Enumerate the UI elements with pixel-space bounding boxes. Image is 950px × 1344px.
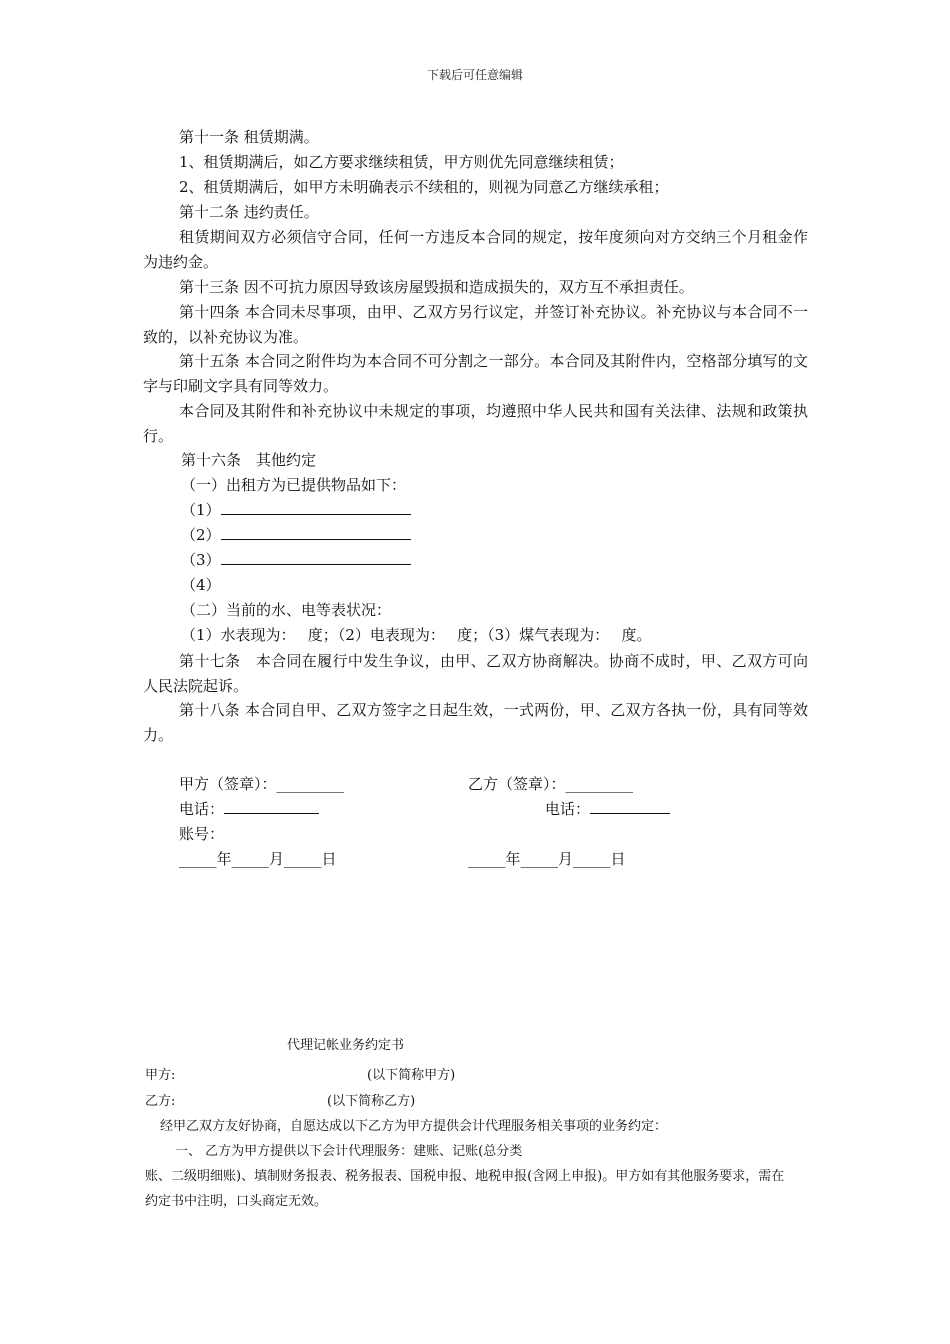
article-12-title: 第十二条 违约责任。 — [179, 203, 319, 221]
party-a-phone-row — [179, 798, 319, 820]
item-3-row — [181, 549, 411, 571]
article-11-clause-1: 1、租赁期满后，如乙方要求继续租赁，甲方则优先同意继续租赁； — [179, 153, 624, 171]
party-b-phone-label: 电话： — [545, 800, 591, 818]
article-15: 第十五条 本合同之附件均为本合同不可分割之一部分。本合同及其附件内，空格部分填写的文字与印刷文字具有同等效力。 — [143, 352, 808, 395]
agreement-title: 代理记帐业务约定书 — [287, 1038, 405, 1053]
item-3-label: （3） — [181, 551, 221, 569]
doc2-party-b-note: (以下简称乙方) — [327, 1094, 416, 1109]
doc2-party-a-note: (以下简称甲方) — [367, 1068, 456, 1083]
party-a-phone-label: 电话： — [179, 800, 225, 818]
article-12-body: 租赁期间双方必须信守合同，任何一方违反本合同的规定，按年度须向对方交纳三个月租金作为违约金。 — [143, 228, 808, 271]
party-a-date: _____年_____月_____日 — [179, 850, 337, 868]
party-b-phone-blank — [590, 799, 670, 814]
party-b-signature: 乙方（签章）：_________ — [468, 775, 634, 793]
meter-readings: （1）水表现为： 度；（2）电表现为： 度；（3）煤气表现为： 度。 — [181, 626, 652, 644]
item-3-blank — [221, 550, 411, 565]
party-a-signature: 甲方（签章）：_________ — [179, 775, 345, 793]
article-16-part-2: （二）当前的水、电等表状况： — [181, 601, 392, 619]
item-2-blank — [221, 525, 411, 540]
party-b-phone-row — [545, 798, 670, 820]
item-2-row — [181, 524, 411, 546]
article-15-supplement: 本合同及其附件和补充协议中未规定的事项，均遵照中华人民共和国有关法律、法规和政策执行。 — [143, 402, 808, 445]
doc2-item-1-line-2: 账、二级明细账)、填制财务报表、税务报表、国税申报、地税申报(含网上申报)。甲方如有其他服务要求，需在 — [145, 1169, 785, 1184]
party-a-phone-blank — [224, 799, 319, 814]
article-16-part-1: （一）出租方为已提供物品如下： — [181, 476, 407, 494]
article-14: 第十四条 本合同未尽事项，由甲、乙双方另行议定，并签订补充协议。补充协议与本合同不一致的，以补充协议为准。 — [143, 303, 808, 346]
article-16-title: 第十六条 其他约定 — [181, 451, 317, 469]
article-11-title: 第十一条 租赁期满。 — [179, 128, 319, 146]
doc2-intro: 经甲乙双方友好协商，自愿达成以下乙方为甲方提供会计代理服务相关事项的业务约定： — [160, 1119, 668, 1134]
page-header: 下载后可任意编辑 — [426, 68, 523, 82]
article-11-clause-2: 2、租赁期满后，如甲方未明确表示不续租的，则视为同意乙方继续承租； — [179, 178, 669, 196]
item-4-label: （4） — [181, 576, 221, 594]
article-13: 第十三条 因不可抗力原因导致该房屋毁损和造成损失的，双方互不承担责任。 — [179, 278, 694, 296]
article-18: 第十八条 本合同自甲、乙双方签字之日起生效，一式两份，甲、乙双方各执一份，具有同等效力。 — [143, 701, 808, 744]
item-1-row — [181, 499, 411, 521]
doc2-party-a-label: 甲方: — [145, 1068, 176, 1083]
account-label: 账号： — [179, 825, 225, 843]
doc2-item-1-line-3: 约定书中注明，口头商定无效。 — [145, 1194, 328, 1209]
doc2-item-1-line-1: 一、 乙方为甲方提供以下会计代理服务：建账、记账(总分类 — [175, 1144, 523, 1159]
item-2-label: （2） — [181, 526, 221, 544]
item-1-label: （1） — [181, 501, 221, 519]
article-17: 第十七条 本合同在履行中发生争议，由甲、乙双方协商解决。协商不成时，甲、乙双方可向人民法院起诉。 — [143, 652, 808, 695]
item-1-blank — [221, 500, 411, 515]
doc2-party-b-label: 乙方: — [145, 1094, 176, 1109]
party-b-date: _____年_____月_____日 — [468, 850, 626, 868]
